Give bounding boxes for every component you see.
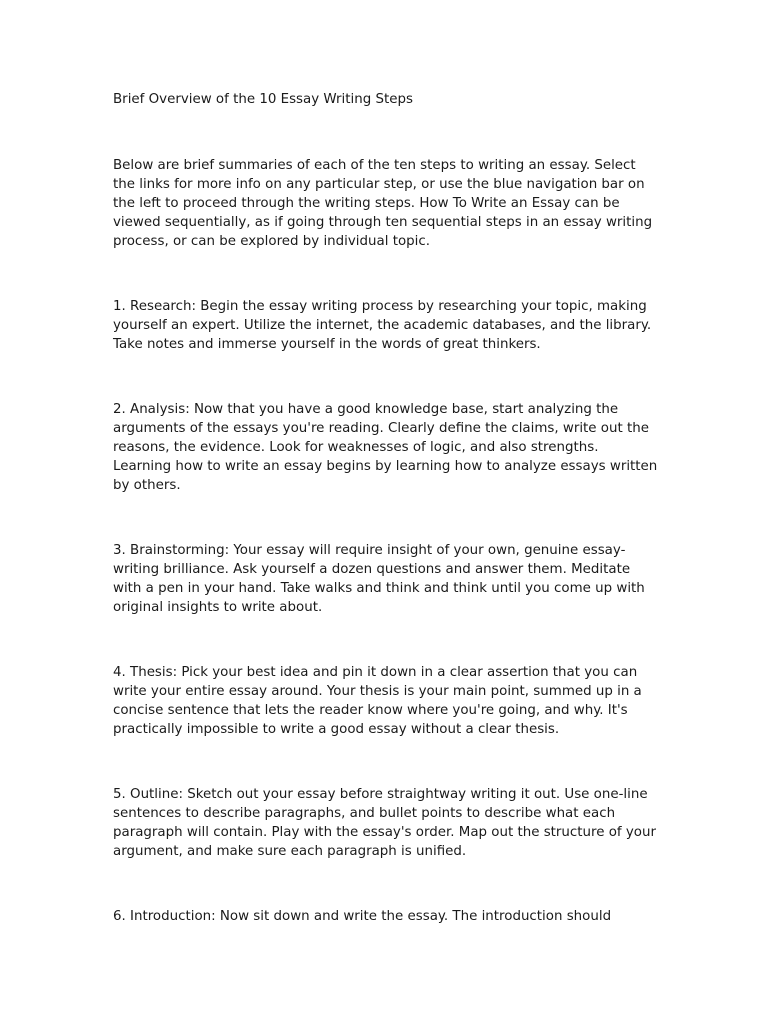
step-analysis: 2. Analysis: Now that you have a good knowledge base, start analyzing the arguments of the essays you're reading. Clearly define the claims, write out the reasons, the evidence. Look for weaknesses of logic, and also strengths. Learning how to write an essay begins by learning how to analyze essays written by others. [113,402,658,493]
step-research: 1. Research: Begin the essay writing process by researching your topic, making yourself an expert. Utilize the internet, the academic databases, and the library. Take notes and immerse yourself in the words of great thinkers. [113,299,652,352]
step-outline: 5. Outline: Sketch out your essay before straightway writing it out. Use one-line sentences to describe paragraphs, and bullet points to describe what each paragraph will contain. Play with the essay's order. Map out the structure of your argument, and make sure each paragraph is unified. [113,787,656,859]
steps-list [113,297,658,926]
document-title: Brief Overview of the 10 Essay Writing Steps [113,92,413,107]
step-brainstorming: 3. Brainstorming: Your essay will require insight of your own, genuine essay-writing brilliance. Ask yourself a dozen questions and answer them. Meditate with a pen in your hand. Take walks and think and think until you come up with original insights to write about. [113,543,645,615]
step-thesis: 4. Thesis: Pick your best idea and pin it down in a clear assertion that you can write your entire essay around. Your thesis is your main point, summed up in a concise sentence that lets the reader know where you're going, and why. It's practically impossible to write a good essay without a clear thesis. [113,665,642,737]
intro-paragraph: Below are brief summaries of each of the ten steps to writing an essay. Select the links for more info on any particular step, or use the blue navigation bar on the left to proceed through the writing steps. How To Write an Essay can be viewed sequentially, as if going through ten sequential steps in an essay writing process, or can be explored by individual topic. [113,158,653,249]
document-body [113,90,658,926]
step-introduction: 6. Introduction: Now sit down and write the essay. The introduction should [113,909,612,924]
